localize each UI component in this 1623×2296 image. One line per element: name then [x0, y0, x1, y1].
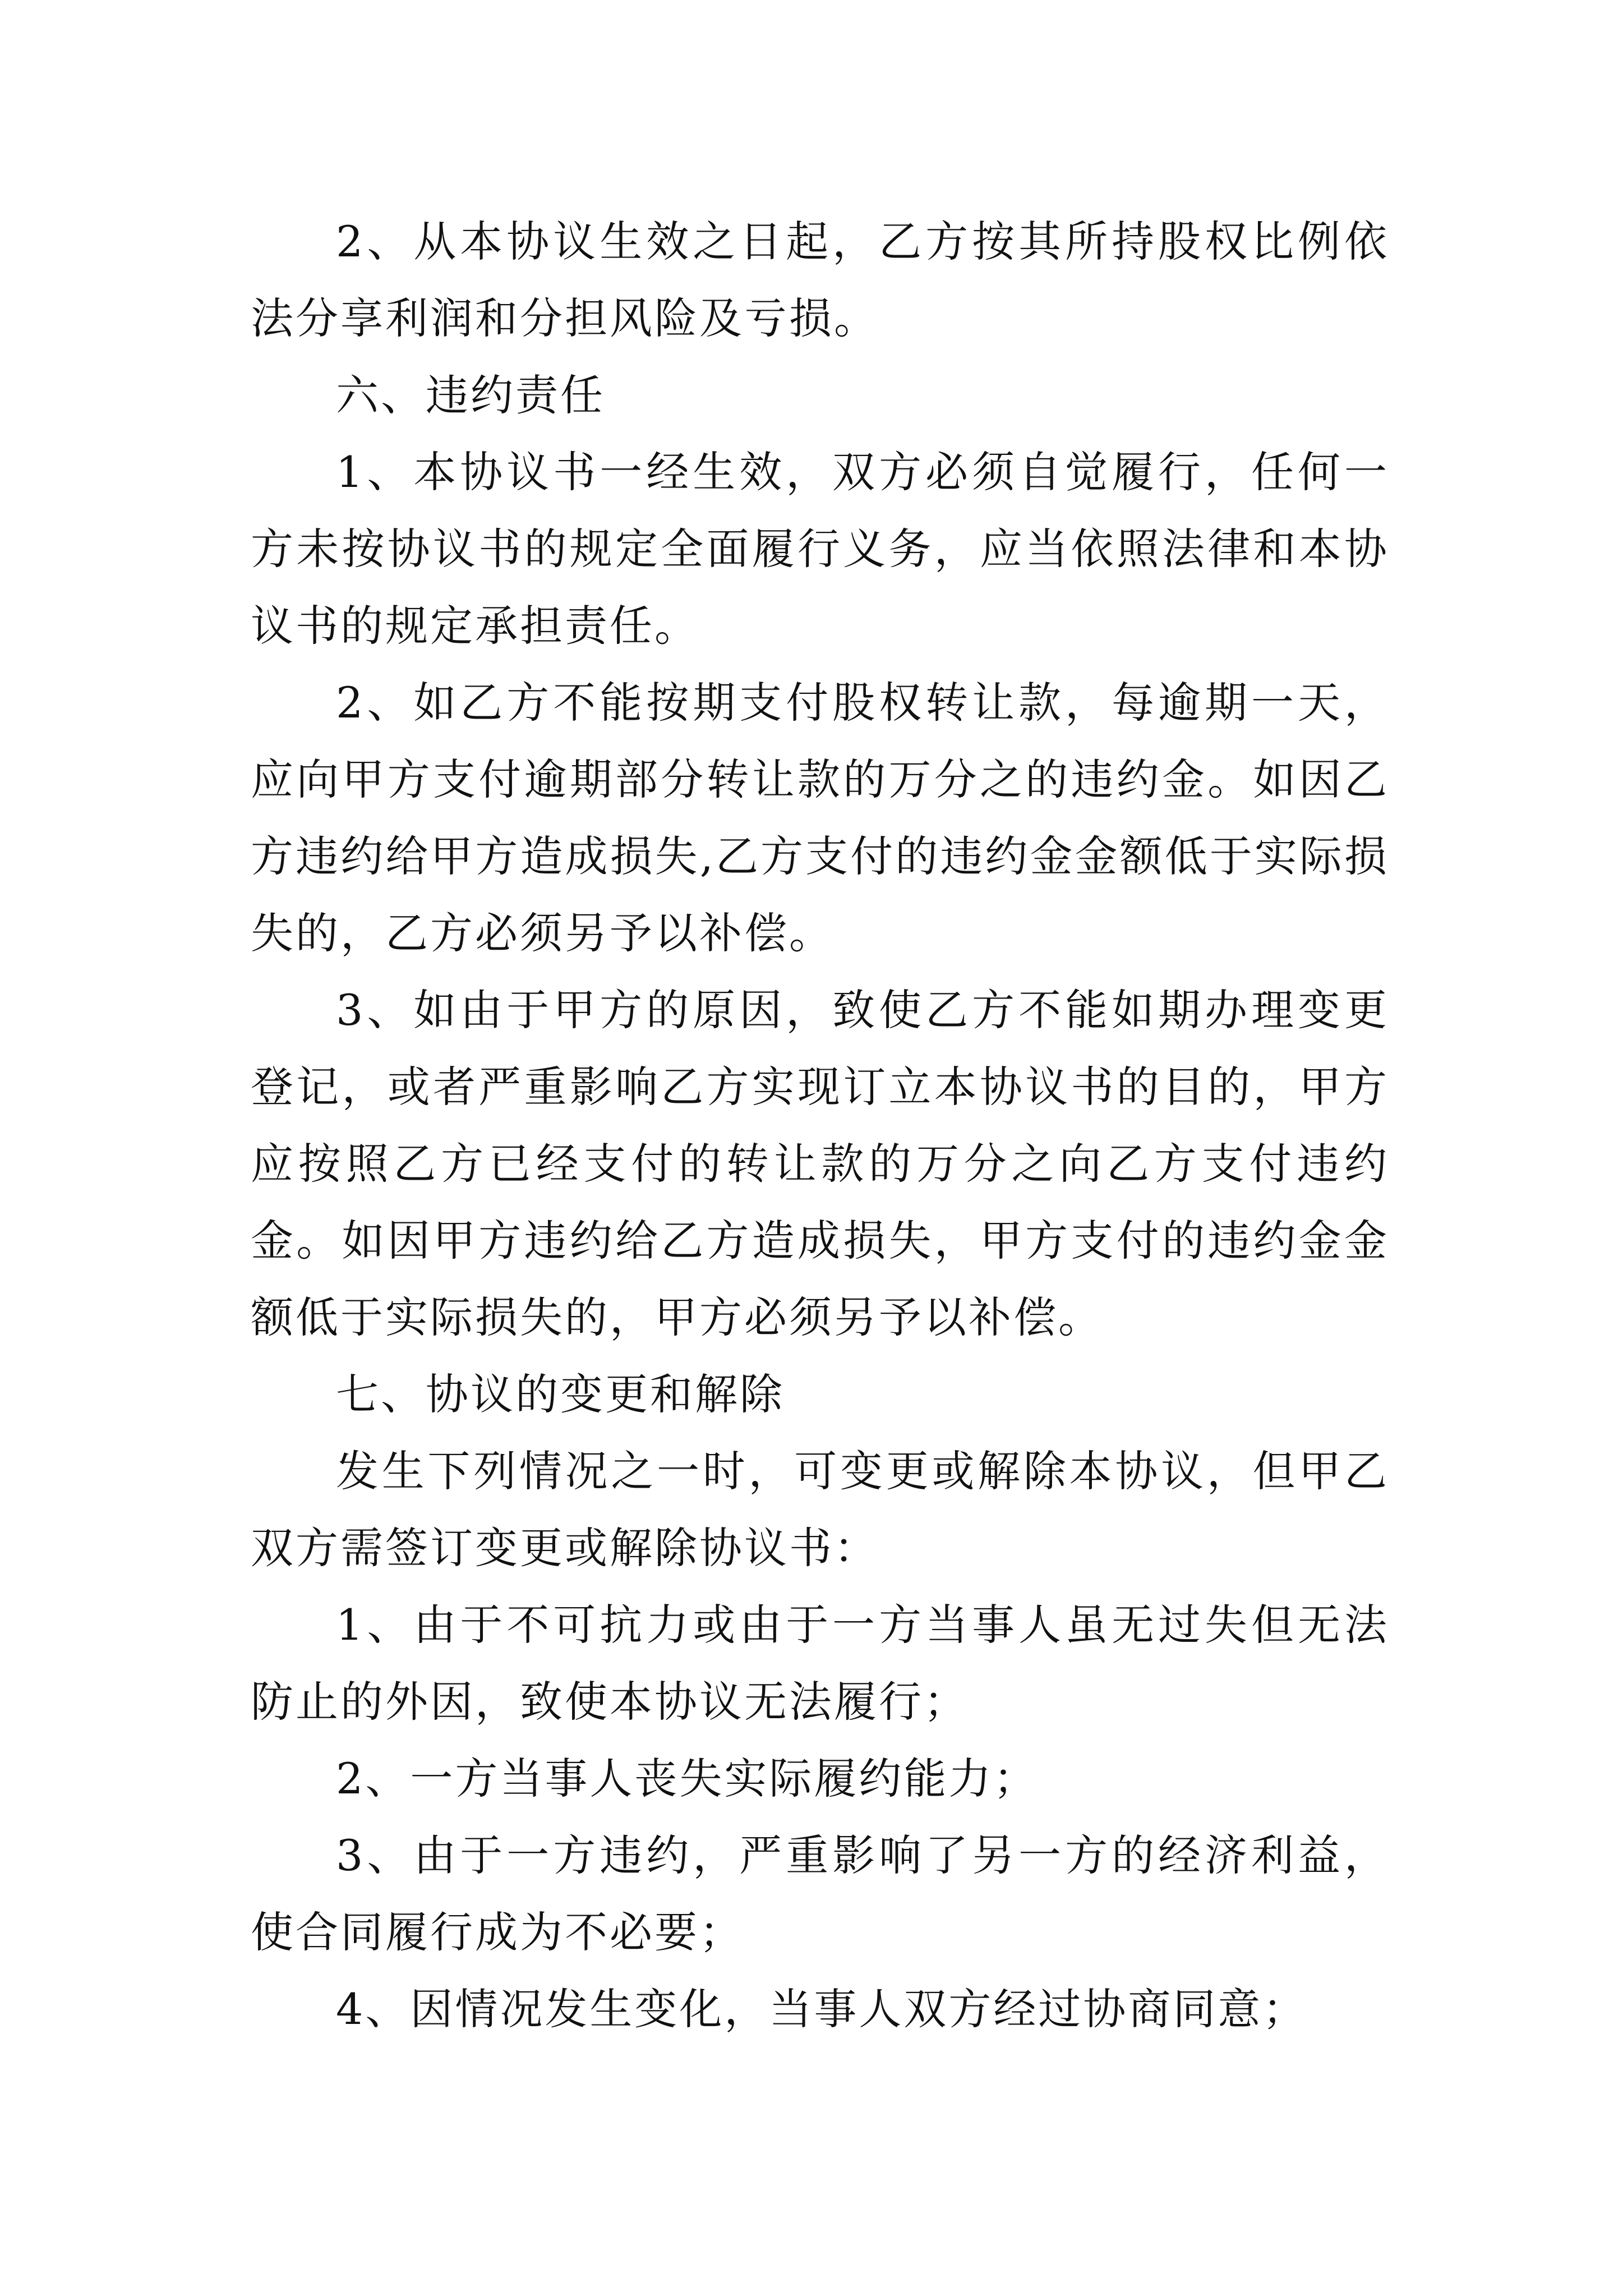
clause-1-performance: 1、本协议书一经生效，双方必须自觉履行，任何一方未按协议书的规定全面履行义务，应当依照法律和本协议书的规定承担责任。: [251, 447, 1389, 651]
amendment-item-2: 2、一方当事人丧失实际履约能力；: [336, 1754, 1039, 1803]
clause-2-profit-sharing: 2、从本协议生效之日起，乙方按其所持股权比例依法分享利润和分担风险及亏损。: [251, 217, 1389, 343]
amendment-intro: 发生下列情况之一时，可变更或解除本协议，但甲乙双方需签订变更或解除协议书：: [251, 1446, 1389, 1573]
amendment-item-4: 4、因情况发生变化，当事人双方经过协商同意；: [336, 1984, 1308, 2034]
amendment-item-3: 3、由于一方违约，严重影响了另一方的经济利益，使合同履行成为不必要；: [251, 1830, 1389, 1957]
document-body: [251, 203, 1389, 2047]
clause-2-late-payment: 2、如乙方不能按期支付股权转让款，每逾期一天，应向甲方支付逾期部分转让款的万分之的违约金。如因乙方违约给甲方造成损失,乙方支付的违约金金额低于实际损失的，乙方必须另予以补偿。: [251, 678, 1389, 958]
clause-3-registration-delay: 3、如由于甲方的原因，致使乙方不能如期办理变更登记，或者严重影响乙方实现订立本协议书的目的，甲方应按照乙方已经支付的转让款的万分之向乙方支付违约金。如因甲方违约给乙方造成损失，甲方支付的违约金金额低于实际损失的，甲方必须另予以补偿。: [251, 985, 1389, 1342]
section-heading-amendment: 七、协议的变更和解除: [336, 1369, 785, 1419]
amendment-item-1: 1、由于不可抗力或由于一方当事人虽无过失但无法防止的外因，致使本协议无法履行；: [251, 1600, 1389, 1727]
section-heading-liability: 六、违约责任: [336, 370, 605, 420]
